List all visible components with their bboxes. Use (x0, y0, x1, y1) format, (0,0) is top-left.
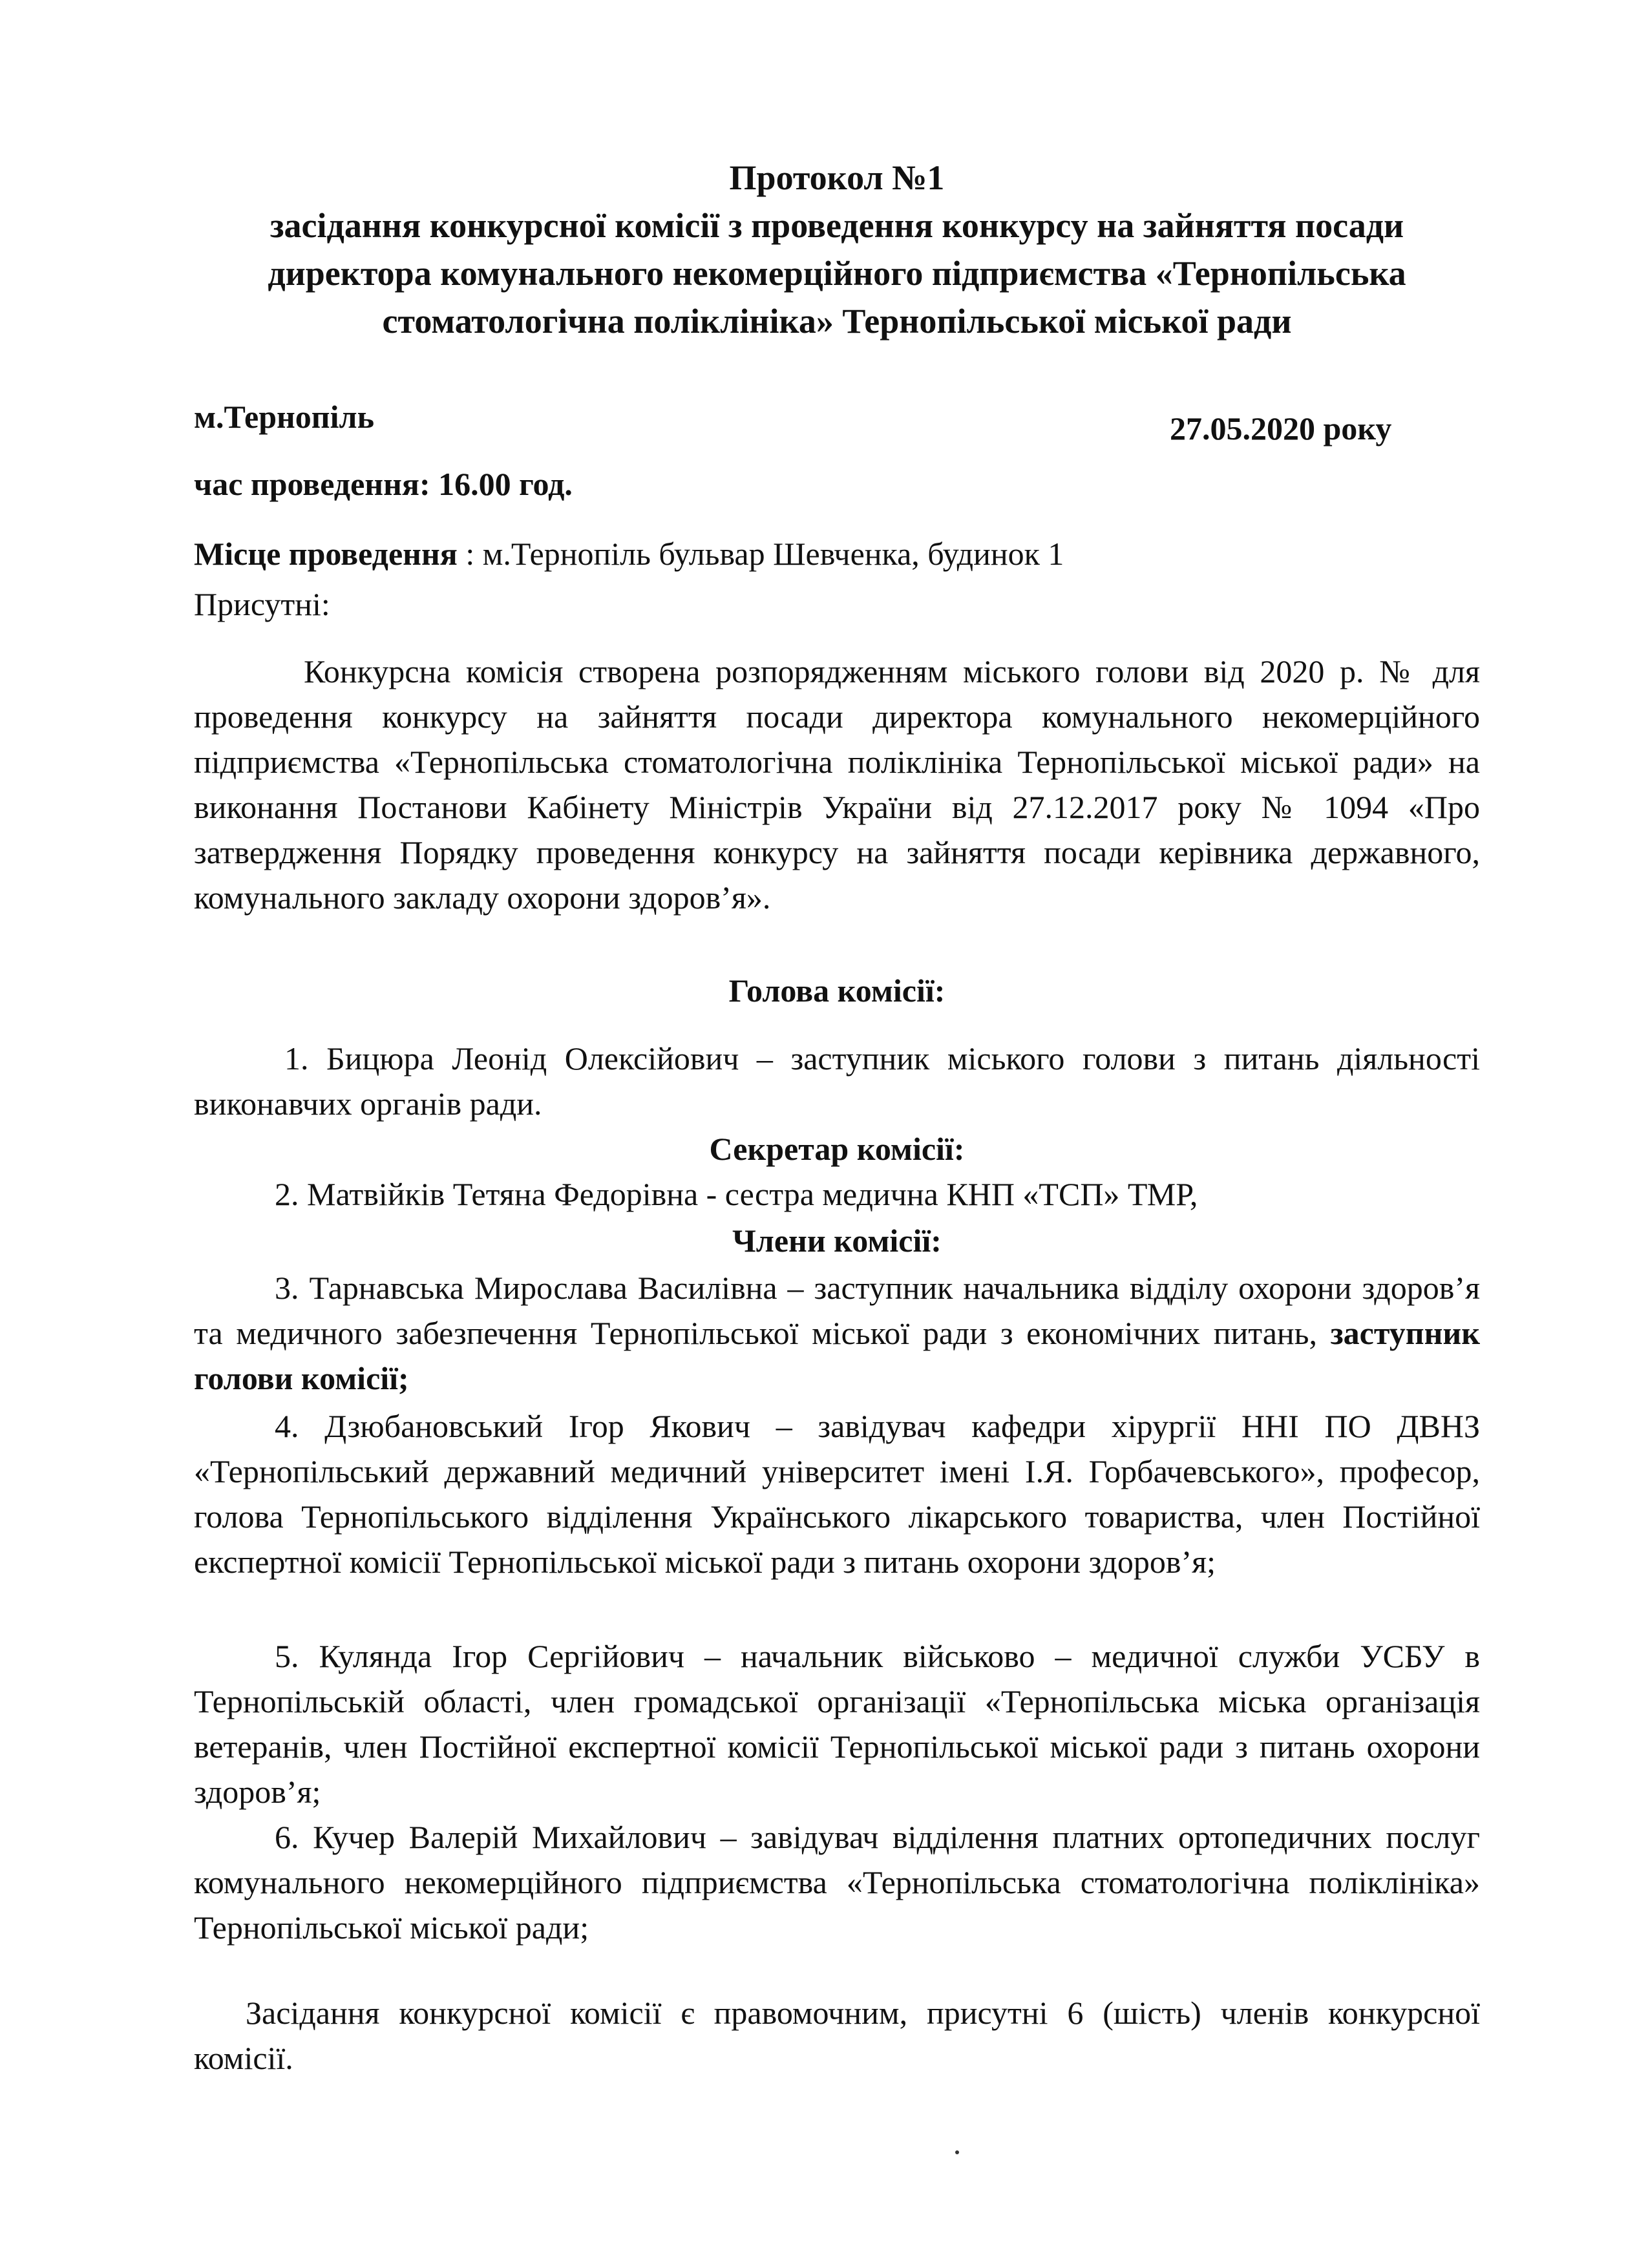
person-item-1 (194, 1036, 1480, 1126)
person-item-4 (194, 1403, 1480, 1584)
section-head: Голова комісії: (728, 972, 945, 1009)
person-text: Дзюбановський Ігор Якович – завідувач кафедри хірургії ННІ ПО ДВНЗ «Тернопільський державний медичний університет імені І.Я. Горбачевського», професор, голова Тернопільського відділення Українського лікарського товариства, член Постійної експертної комісії Тернопільської міської ради з питань охорони здоров’я; (194, 1408, 1480, 1580)
protocol-subtitle-line3: стоматологічна поліклініка» Тернопільської міської ради (382, 302, 1292, 341)
person-text: Тарнавська Мирослава Василівна – заступник начальника відділу охорони здоров’я та медичного забезпечення Тернопільської міської ради з економічних питань, (194, 1270, 1480, 1351)
date: 27.05.2020 року (1170, 410, 1392, 446)
protocol-subtitle-line2: директора комунального некомерційного підприємства «Тернопільська (268, 254, 1406, 293)
person-number: 4. (275, 1408, 299, 1444)
person-text: Кучер Валерій Михайлович – завідувач відділення платних ортопедичних послуг комунального некомерційного підприємства «Тернопільська стоматологічна поліклініка» Тернопільської міської ради; (194, 1819, 1480, 1946)
person-text: Кулянда Ігор Сергійович – начальник військово – медичної служби УСБУ в Тернопільській області, член громадської організації «Тернопільська міська організація ветеранів, член Постійної експертної комісії Тернопільської міської ради з питань охорони здоров’я; (194, 1638, 1480, 1810)
person-item-3 (194, 1265, 1480, 1401)
person-item-2 (194, 1171, 1480, 1217)
person-number: 5. (275, 1638, 299, 1674)
meeting-time: час проведення: 16.00 год. (194, 466, 573, 502)
intro-paragraph: Конкурсна комісія створена розпорядженням міського голови від 2020 р. № для проведення конкурсу на зайняття посади директора комунального некомерційного підприємства «Тернопільська стоматологічна поліклініка Тернопільської міської ради» на виконання Постанови Кабінету Міністрів України від 27.12.2017 року № 1094 «Про затвердження Порядку проведення конкурсу на зайняття посади керівника державного, комунального закладу охорони здоров’я». (194, 653, 1480, 916)
person-text: Бицюра Леонід Олексійович – заступник міського голови з питань діяльності виконавчих органів ради. (194, 1040, 1480, 1122)
present-label: Присутні: (194, 586, 330, 622)
person-number: 3. (275, 1270, 299, 1306)
person-number: 1. (284, 1040, 309, 1076)
person-number: 6. (275, 1819, 299, 1855)
city: м.Тернопіль (194, 399, 375, 435)
section-secretary: Секретар комісії: (709, 1131, 965, 1167)
place-label: Місце проведення (194, 536, 458, 572)
person-role-bold: заступник голови комісії; (194, 1315, 1480, 1396)
section-members: Члени комісії: (732, 1223, 942, 1259)
document-header (194, 154, 1480, 345)
person-text: Матвійків Тетяна Федорівна - сестра медична КНП «ТСП» ТМР, (299, 1176, 1198, 1212)
person-item-6 (194, 1814, 1480, 1950)
protocol-title: Протокол №1 (729, 158, 945, 197)
person-item-5 (194, 1633, 1480, 1814)
scan-speck (955, 2150, 959, 2154)
place-value: : м.Тернопіль бульвар Шевченка, будинок 1 (457, 536, 1064, 572)
conclusion-paragraph: Засідання конкурсної комісії є правомочним, присутні 6 (шість) членів конкурсної комісії. (194, 1995, 1480, 2076)
person-number: 2. (275, 1176, 299, 1212)
meeting-place (194, 531, 1064, 576)
protocol-subtitle-line1: засідання конкурсної комісії з проведення конкурсу на зайняття посади (269, 206, 1404, 245)
